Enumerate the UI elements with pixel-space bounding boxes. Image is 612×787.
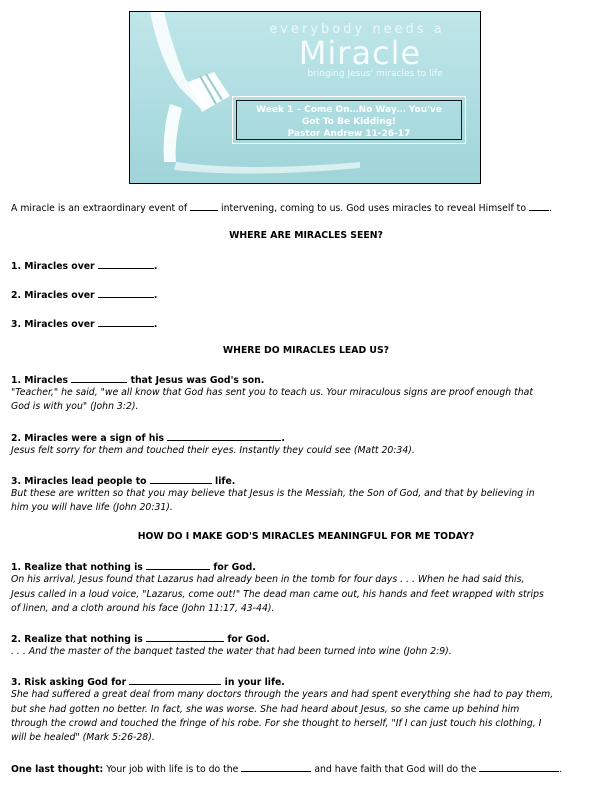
scripture-text: will be healed" (Mark 5:26-28). xyxy=(11,732,155,743)
item-label-end: in your life. xyxy=(224,677,285,688)
scripture-text: him you will have life (John 20:31). xyxy=(11,502,173,513)
closing-thought xyxy=(11,762,562,776)
list-item xyxy=(11,288,157,302)
item-label: 2. Realize that nothing is xyxy=(11,634,143,645)
closing-end: . xyxy=(559,764,563,775)
closing-part2: and have faith that God will do the xyxy=(314,764,477,775)
item-label: 2. Miracles over xyxy=(11,290,95,301)
item-label-end: for God. xyxy=(213,562,256,573)
item-label: 3. Miracles over xyxy=(11,319,95,330)
list-item xyxy=(11,632,270,646)
fill-in-blank[interactable] xyxy=(98,288,154,298)
fill-in-blank[interactable] xyxy=(167,431,281,441)
list-item xyxy=(11,431,285,445)
item-end: . xyxy=(153,290,158,301)
fill-in-blank[interactable] xyxy=(146,632,224,642)
item-label: 2. Miracles were a sign of his xyxy=(11,433,165,444)
intro-sentence xyxy=(11,201,552,215)
list-item xyxy=(11,373,264,387)
intro-part1: A miracle is an extraordinary event of xyxy=(11,203,188,214)
list-item xyxy=(11,317,157,331)
intro-end: . xyxy=(548,203,552,214)
item-label: 1. Realize that nothing is xyxy=(11,562,143,573)
closing-part1: Your job with life is to do the xyxy=(103,764,239,775)
fill-in-blank[interactable] xyxy=(150,474,212,484)
item-label: 3. Miracles lead people to xyxy=(11,476,147,487)
fill-in-blank[interactable] xyxy=(71,373,127,383)
banner-subtitle: bringing Jesus' miracles to life xyxy=(307,69,443,79)
list-item xyxy=(11,560,256,574)
scripture-text: God is with you" (John 3:2). xyxy=(11,401,139,412)
list-item xyxy=(11,675,285,689)
fill-in-blank[interactable] xyxy=(98,317,154,327)
scripture-text: through the crowd and touched the fringe of his robe. For she thought to herself, "If I can just touch his clothing, I xyxy=(11,718,542,729)
item-end: . xyxy=(153,261,158,272)
series-banner xyxy=(129,11,481,184)
scripture-text: Jesus called in a loud voice, "Lazarus, come out!" The dead man came out, his hands and feet wrapped with strips xyxy=(11,589,544,600)
banner-week-line1: Week 1 – Come On…No Way… You've xyxy=(256,105,442,115)
scripture-text: On his arrival, Jesus found that Lazarus had already been in the tomb for four days . . . When he had said this, xyxy=(11,574,525,585)
fill-in-blank[interactable] xyxy=(146,560,210,570)
banner-week-line3: Pastor Andrew 11-26-17 xyxy=(287,129,411,139)
scripture-text: of linen, and a cloth around his face (John 11:17, 43-44). xyxy=(11,603,275,614)
fill-in-blank[interactable] xyxy=(98,259,154,269)
fill-in-blank[interactable] xyxy=(241,762,311,772)
fill-in-blank[interactable] xyxy=(129,675,221,685)
item-label: 1. Miracles xyxy=(11,375,69,386)
scripture-text: but she had gotten no better. In fact, she was worse. She had heard about Jesus, so she came up behind him xyxy=(11,704,520,715)
banner-week-line2: Got To Be Kidding! xyxy=(301,117,397,127)
item-label: 3. Risk asking God for xyxy=(11,677,127,688)
item-end: . xyxy=(153,319,158,330)
section-heading-where-lead: WHERE DO MIRACLES LEAD US? xyxy=(222,345,390,356)
item-end: . xyxy=(281,433,285,444)
scripture-text: "Teacher," he said, "we all know that God has sent you to teach us. Your miraculous signs are proof enough that xyxy=(11,387,534,398)
fill-in-blank[interactable] xyxy=(529,201,549,211)
fill-in-blank[interactable] xyxy=(479,762,559,772)
intro-part2: intervening, coming to us. God uses miracles to reveal Himself to xyxy=(221,203,527,214)
scripture-text: She had suffered a great deal from many doctors through the years and had spent everything she had to pay them, xyxy=(11,689,554,700)
fill-in-blank[interactable] xyxy=(190,201,218,211)
section-heading-meaningful: HOW DO I MAKE GOD'S MIRACLES MEANINGFUL FOR ME TODAY? xyxy=(137,531,475,542)
list-item xyxy=(11,474,235,488)
scripture-text: Jesus felt sorry for them and touched their eyes. Instantly they could see (Matt 20:34). xyxy=(11,445,415,456)
banner-overtitle: everybody needs a xyxy=(269,22,445,37)
item-label-end: life. xyxy=(215,476,236,487)
scripture-text: . . . And the master of the banquet tasted the water that had been turned into wine (John 2:9). xyxy=(11,646,452,657)
item-label-end: that Jesus was God's son. xyxy=(130,375,265,386)
section-heading-where-seen: WHERE ARE MIRACLES SEEN? xyxy=(229,230,383,241)
banner-week-box xyxy=(232,96,466,144)
banner-title: Miracle xyxy=(298,34,422,72)
item-label-end: for God. xyxy=(227,634,270,645)
scripture-text: But these are written so that you may believe that Jesus is the Messiah, the Son of God, and that by believing in xyxy=(11,488,535,499)
list-item xyxy=(11,259,157,273)
item-label: 1. Miracles over xyxy=(11,261,95,272)
closing-lead: One last thought: xyxy=(11,764,104,775)
